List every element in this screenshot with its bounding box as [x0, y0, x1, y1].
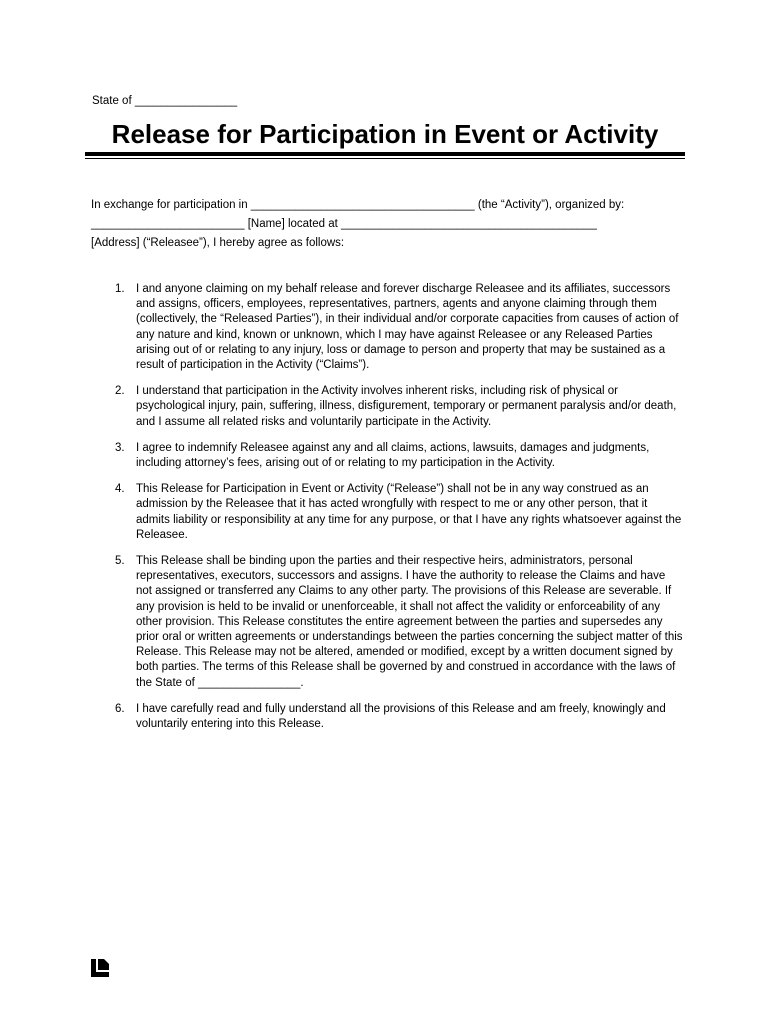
clause-number: 6.	[115, 702, 125, 715]
clause-item	[0, 482, 770, 543]
state-line: State of ________________	[92, 95, 238, 107]
clause-text: This Release shall be binding upon the parties and their respective heirs, administrators, personal representatives, executors, successors and assigns. I have the authority to release the Claims and have not assigned or transferred any Claims to any other party. The provisions of this Release are severable. If any provision is held to be invalid or unenforceable, it shall not affect the validity or enforceability of any other provision. This Release constitutes the entire agreement between the parties and supersedes any prior oral or written agreements or understandings between the parties concerning the subject matter of this Release. This Release may not be altered, amended or modified, except by a written document signed by both parties. The terms of this Release shall be governed by and construed in accordance with the laws of the State of ________________.	[136, 555, 683, 689]
clause-list	[0, 282, 770, 743]
clause-number: 4.	[115, 483, 125, 496]
clause-item	[0, 384, 770, 430]
document-title: Release for Participation in Event or Activity	[111, 119, 659, 149]
clause-number: 5.	[115, 555, 125, 568]
intro-line: [Address] (“Releasee”), I hereby agree as follows:	[91, 237, 345, 249]
clause-text: I have carefully read and fully understand all the provisions of this Release and am freely, knowingly and voluntarily entering into this Release.	[136, 702, 666, 731]
clause-item	[0, 282, 770, 373]
clause-text: I agree to indemnify Releasee against any and all claims, actions, lawsuits, damages and judgments, including attorney’s fees, arising out of or relating to my participation in the Activity.	[136, 441, 650, 470]
title-rule-thin	[85, 158, 685, 159]
clause-text: I and anyone claiming on my behalf release and forever discharge Releasee and its affiliates, successors and assigns, officers, employees, representatives, partners, agents and anyone claiming through them (collectively, the “Released Parties”), in their individual and/or corporate capacities from causes of action of any nature and kind, known or unknown, which I may have against Releasee or any Released Parties arising out of or relating to any injury, loss or damage to person and property that may be sustained as a result of participation in the Activity (“Claims”).	[136, 283, 679, 372]
clause-text: I understand that participation in the Activity involves inherent risks, including risk of physical or psychological injury, pain, suffering, illness, disfigurement, temporary or permanent paralysis and/or death, and I assume all related risks and voluntarily participate in the Activity.	[136, 385, 677, 428]
clause-number: 2.	[115, 385, 125, 398]
clause-item	[0, 702, 770, 732]
clause-number: 3.	[115, 441, 125, 454]
document-logo-icon	[91, 959, 109, 977]
intro-line: In exchange for participation in ___________________________________ (the “Activity”), organized by:	[91, 199, 625, 211]
clause-item	[0, 554, 770, 691]
title-rule-thick	[85, 152, 685, 156]
clause-text: This Release for Participation in Event or Activity (“Release”) shall not be in any way construed as an admission by the Releasee that it has acted wrongfully with respect to me or any other person, that it admits liability or responsibility at any time for any purpose, or that I have any rights whatsoever against the Releasee.	[136, 483, 682, 541]
intro-paragraph	[91, 196, 691, 253]
clause-number: 1.	[115, 283, 125, 295]
clause-item	[0, 441, 770, 471]
intro-line: ________________________ [Name] located at ________________________________________	[91, 218, 597, 230]
